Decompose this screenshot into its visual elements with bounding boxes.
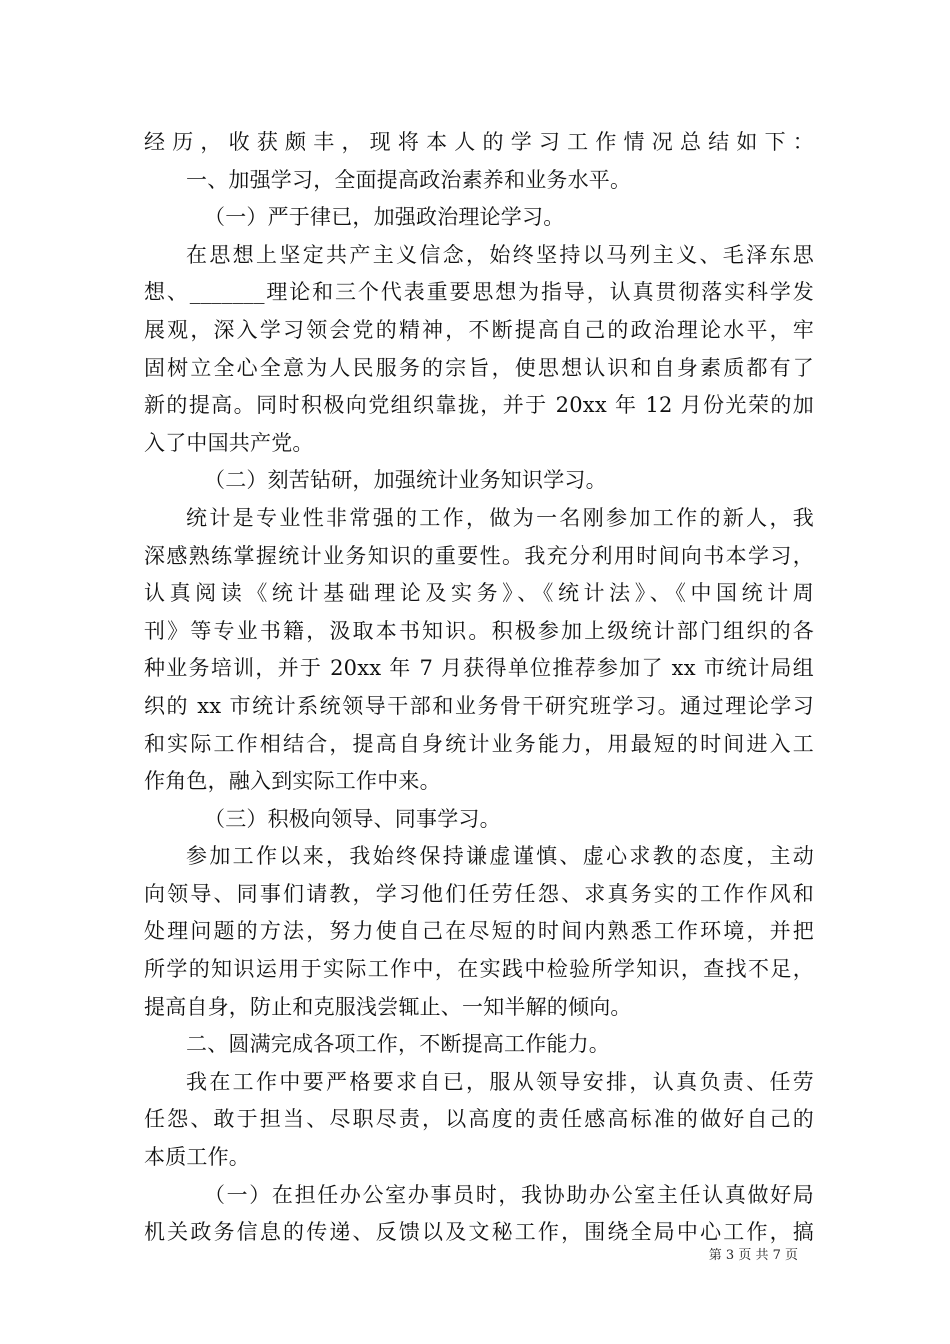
paragraph-line: 在思想上坚定共产主义信念，始终坚持以马列主义、毛泽东思 <box>186 242 814 267</box>
paragraph-line: 深感熟练掌握统计业务知识的重要性。我充分利用时间向书本学习， <box>144 543 814 568</box>
subsection-heading: （三）积极向领导、同事学习。 <box>204 806 501 831</box>
paragraph-line: 向领导、同事们请教，学习他们任劳任怨、求真务实的工作作风和 <box>144 881 814 906</box>
paragraph-line: 所学的知识运用于实际工作中，在实践中检验所学知识，查找不足， <box>144 957 814 982</box>
subsection-heading: （二）刻苦钻研，加强统计业务知识学习。 <box>204 468 607 493</box>
paragraph-line: 参加工作以来，我始终保持谦虚谨慎、虚心求教的态度，主动 <box>186 844 814 869</box>
paragraph-line: 提高自身，防止和克服浅尝辄止、一知半解的倾向。 <box>144 994 632 1019</box>
paragraph-line: 处理问题的方法，努力使自己在尽短的时间内熟悉工作环境，并把 <box>144 919 814 944</box>
paragraph-line: 经历，收获颇丰，现将本人的学习工作情况总结如下： <box>144 130 814 154</box>
paragraph-line: 统计是专业性非常强的工作，做为一名刚参加工作的新人，我 <box>186 505 814 530</box>
page-number: 第 3 页 共 7 页 <box>708 1248 798 1263</box>
paragraph-line: 想、_______理论和三个代表重要思想为指导，认真贯彻落实科学发 <box>144 280 814 305</box>
paragraph-line: 作角色，融入到实际工作中来。 <box>144 769 441 794</box>
paragraph-line: 机关政务信息的传递、反馈以及文秘工作，围绕全局中心工作，搞 <box>144 1220 814 1245</box>
body-text <box>144 124 814 1252</box>
paragraph-line: （一）在担任办公室办事员时，我协助办公室主任认真做好局 <box>204 1182 814 1207</box>
paragraph-line: 新的提高。同时积极向党组织靠拢，并于 20xx 年 12 月份光荣的加 <box>144 393 814 418</box>
paragraph-line: 展观，深入学习领会党的精神，不断提高自己的政治理论水平，牢 <box>144 317 814 342</box>
paragraph-line: 固树立全心全意为人民服务的宗旨，使思想认识和自身素质都有了 <box>144 355 814 380</box>
paragraph-line: 织的 xx 市统计系统领导干部和业务骨干研究班学习。通过理论学习 <box>144 693 814 718</box>
paragraph-line: 种业务培训，并于 20xx 年 7 月获得单位推荐参加了 xx 市统计局组 <box>144 656 814 681</box>
paragraph-line: 我在工作中要严格要求自已，服从领导安排，认真负责、任劳 <box>186 1069 814 1094</box>
paragraph-line: 任怨、敢于担当、尽职尽责，以高度的责任感高标准的做好自己的 <box>144 1107 814 1132</box>
section-heading: 二、圆满完成各项工作，不断提高工作能力。 <box>186 1032 610 1057</box>
paragraph-line: 本质工作。 <box>144 1145 250 1170</box>
subsection-heading: （一）严于律已，加强政治理论学习。 <box>204 205 565 230</box>
paragraph-line: 和实际工作相结合，提高自身统计业务能力，用最短的时间进入工 <box>144 731 814 756</box>
paragraph-line: 认真阅读《统计基础理论及实务》、《统计法》、《中国统计周 <box>144 581 814 606</box>
paragraph-line: 刊》等专业书籍，汲取本书知识。积极参加上级统计部门组织的各 <box>144 618 814 643</box>
paragraph-line: 入了中国共产党。 <box>144 430 314 455</box>
section-heading: 一、加强学习，全面提高政治素养和业务水平。 <box>186 167 632 192</box>
